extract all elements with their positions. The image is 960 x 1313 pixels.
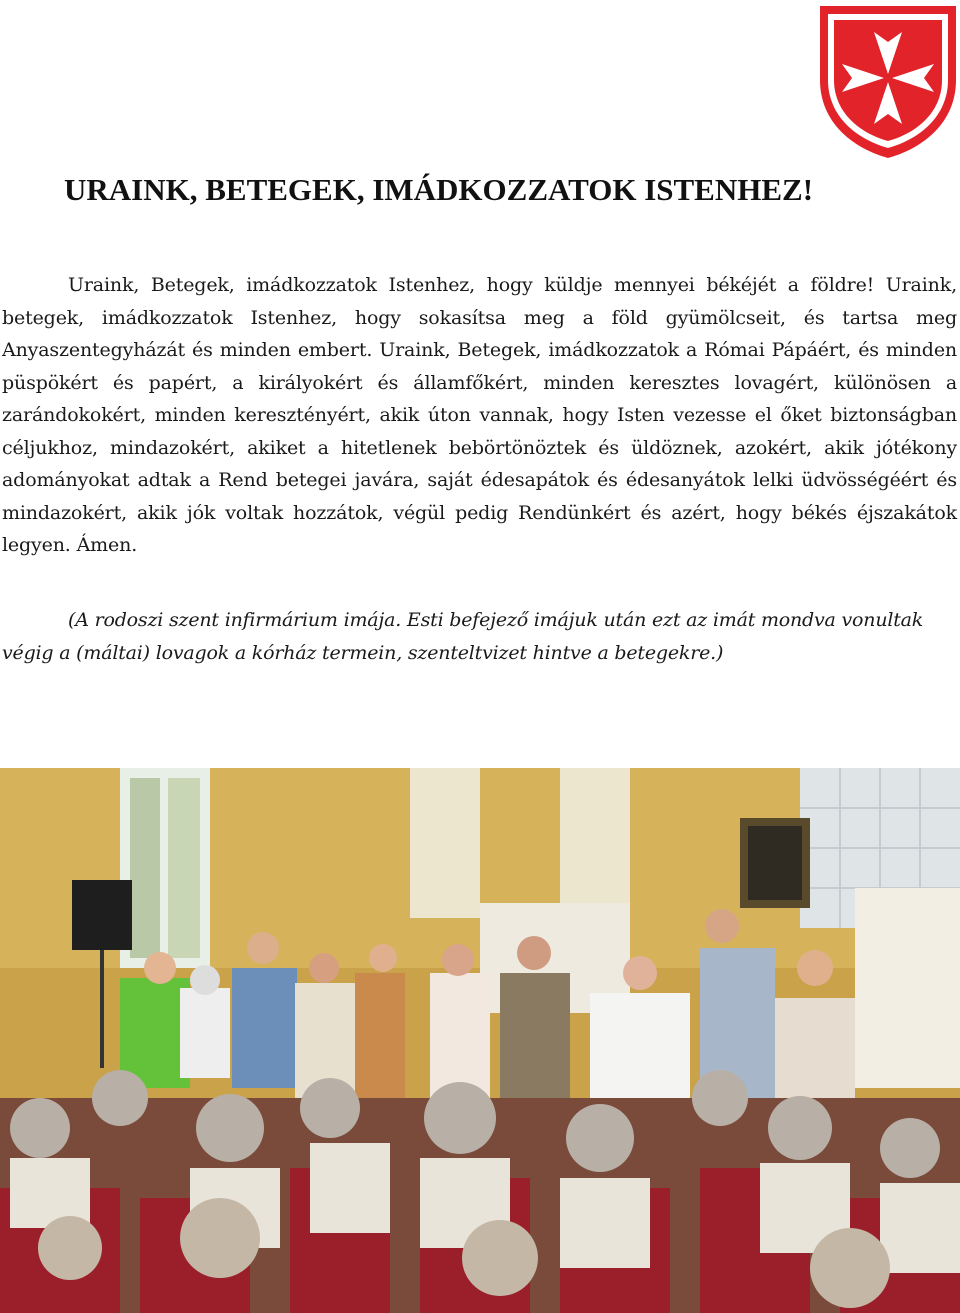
prayer-text: Uraink, Betegek, imádkozzatok Istenhez, hogy küldje mennyei békéjét a földre! Uraink, betegek, imádkozzatok Istenhez, hogy sokasítsa meg a föld gyümölcseit, és tartsa meg Anyaszentegyházát és minden embert. Uraink, Betegek, imádkozzatok a Római Pápáért, és minden püspökért és papért, a királyokért és államfőkért, minden keresztes lovagért, különösen a zarándokokért, minden keresztényért, akik úton vannak, hogy Isten vezesse el őket biztonságban céljukhoz, mindazokért, akiket a hitetlenek bebörtönöztek és üldöznek, azokért, akik jótékony adományokat adtak a Rend betegei javára, saját édesapátok és édesanyátok lelki üdvösségéért és mindazokért, akik jók voltak hozzátok, végül pedig Rendünkért és azért, hogy békés éjszakátok legyen. Ámen.	[2, 274, 957, 556]
prayer-paragraph	[2, 269, 957, 562]
maltese-logo	[816, 2, 960, 160]
note-text: (A rodoszi szent infirmárium imája. Esti befejező imájuk után ezt az imát mondva vonultak végig a (máltai) lovagok a kórház termein, szenteltvizet hintve a betegekre.)	[2, 609, 924, 664]
note-paragraph	[2, 604, 957, 669]
maltese-cross-shield-icon	[816, 2, 960, 160]
page-title: URAINK, BETEGEK, IMÁDKOZZATOK ISTENHEZ!	[64, 172, 814, 207]
group-singing-photo	[0, 768, 960, 1313]
